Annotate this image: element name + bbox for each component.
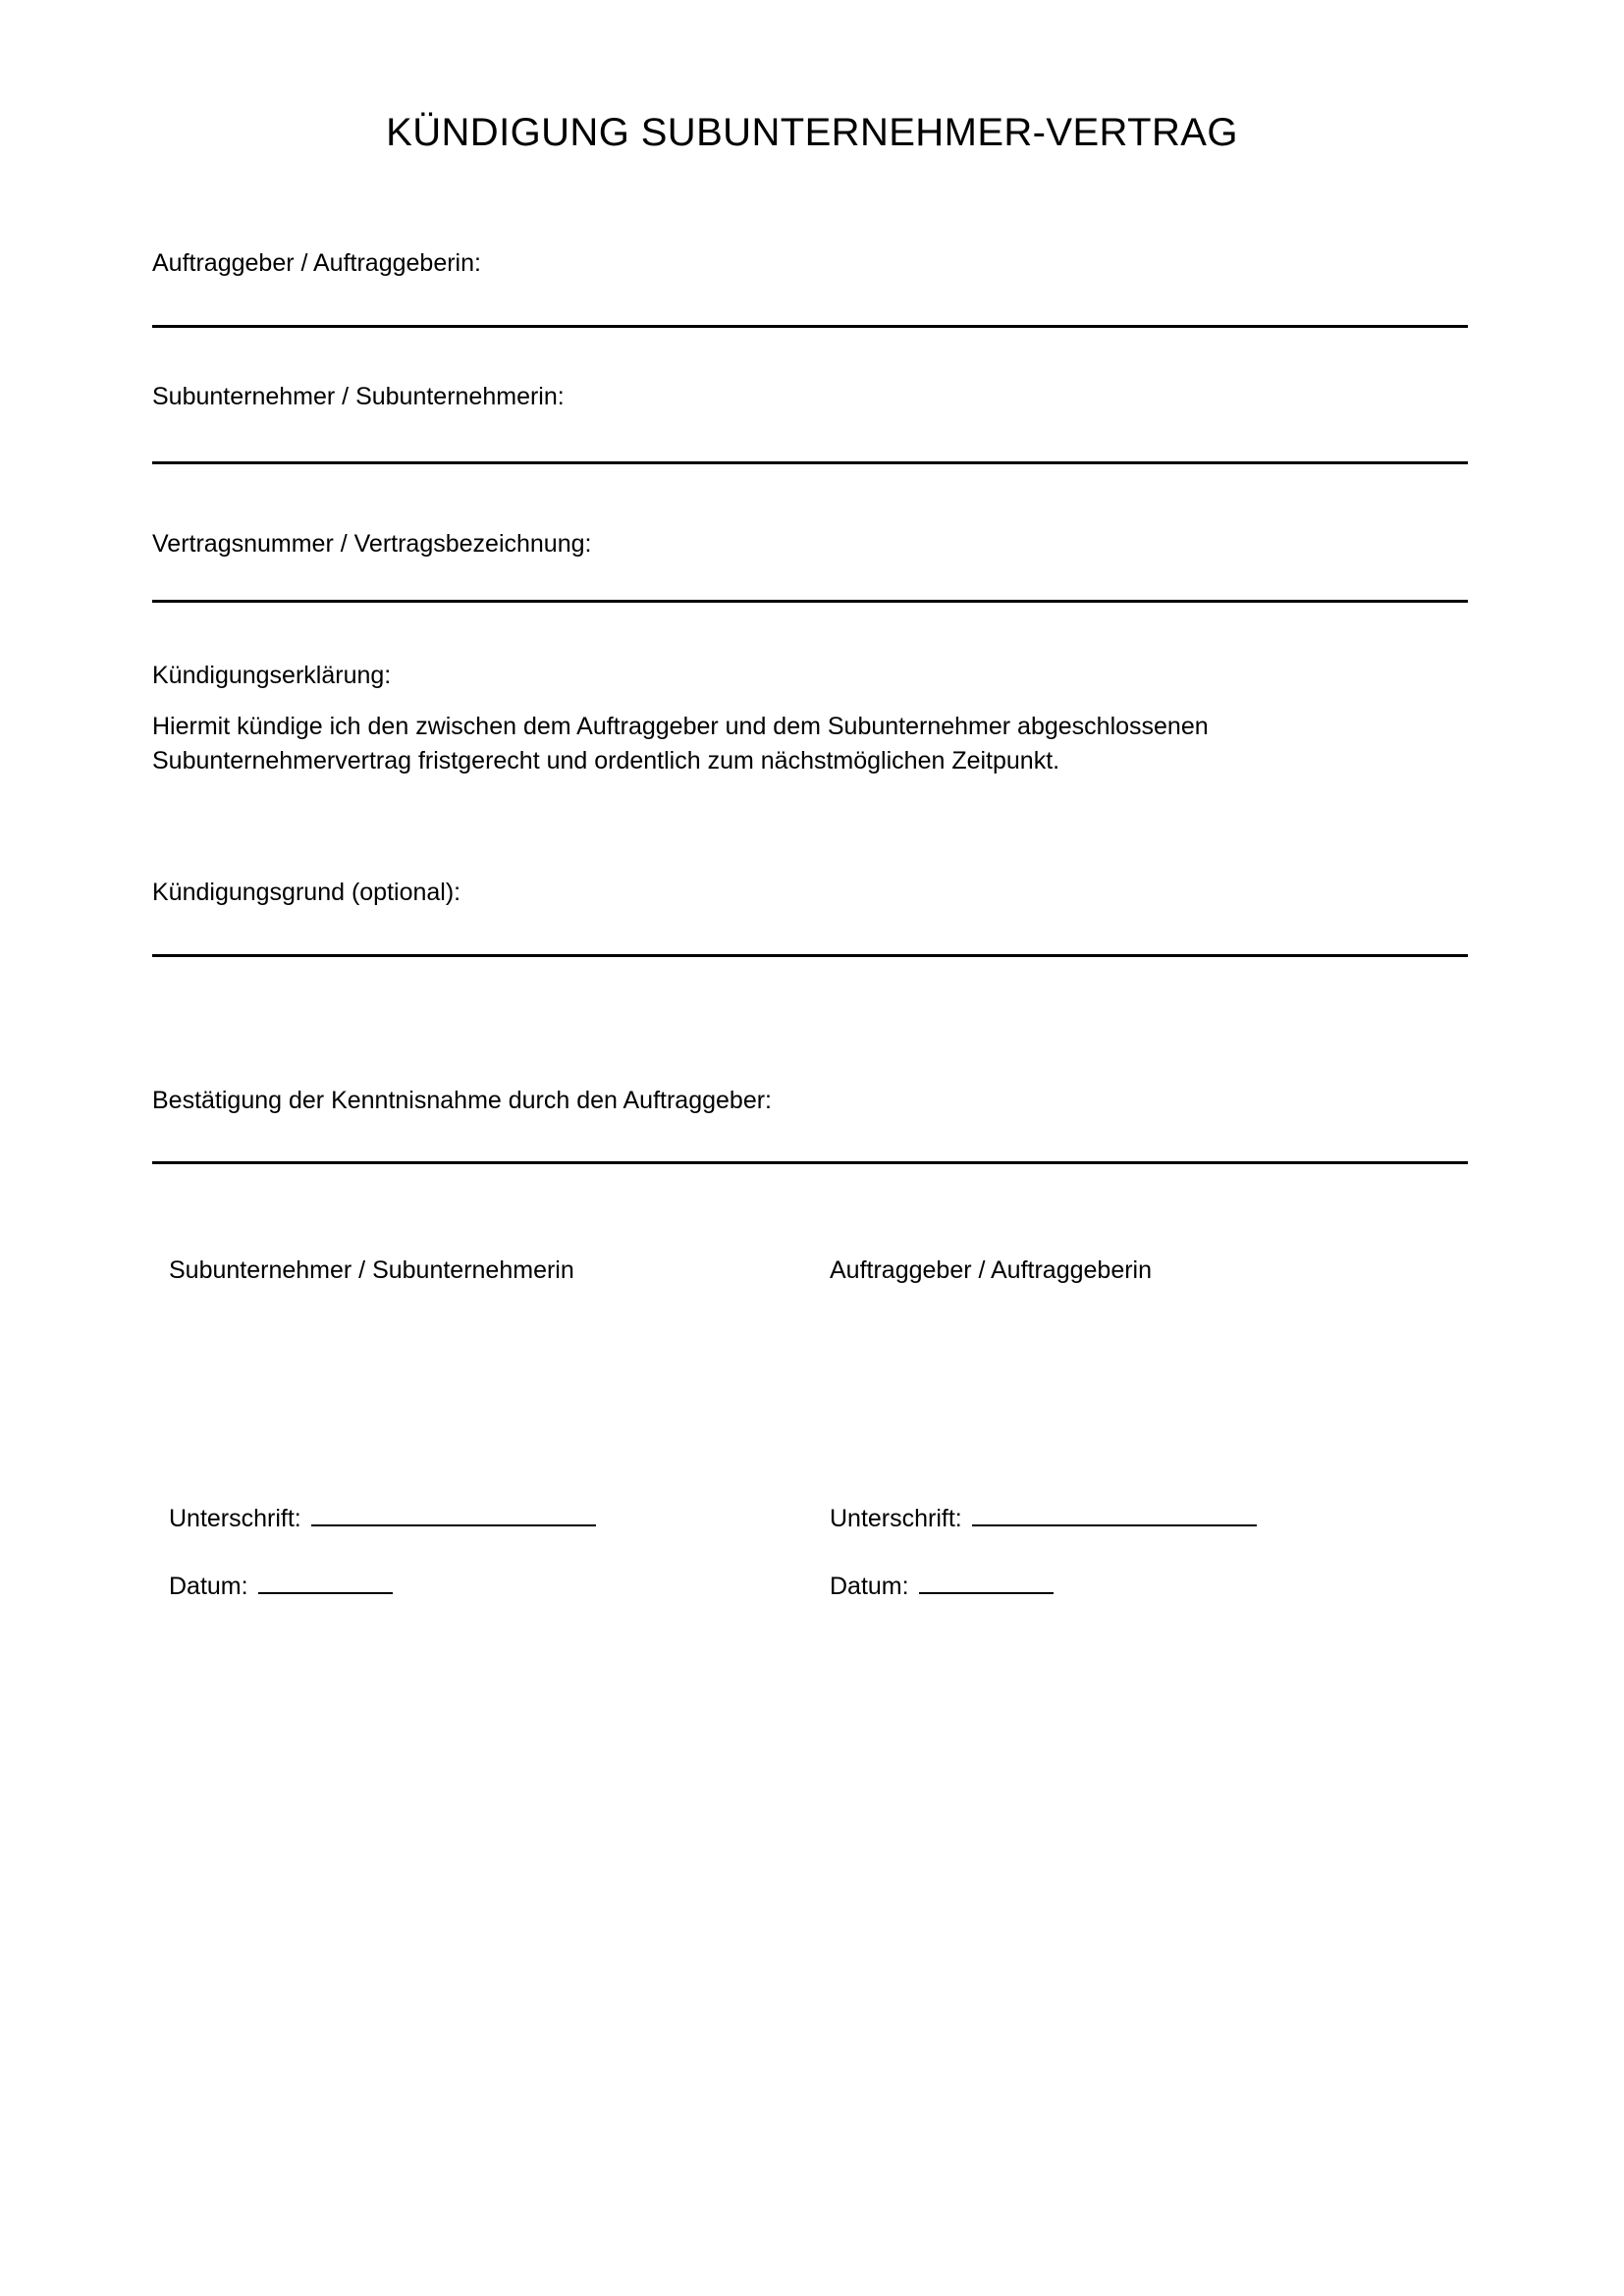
field-vertragsnummer bbox=[152, 528, 1468, 561]
field-kuendigungsgrund-rule[interactable] bbox=[152, 954, 1468, 957]
date-write-line-right[interactable] bbox=[919, 1573, 1054, 1594]
field-subunternehmer-rule[interactable] bbox=[152, 461, 1468, 464]
field-kuendigungsgrund-label: Kündigungsgrund (optional): bbox=[152, 879, 461, 906]
field-auftraggeber-rule[interactable] bbox=[152, 325, 1468, 328]
signature-column-subunternehmer bbox=[169, 1255, 817, 1600]
signature-area bbox=[0, 1255, 1624, 1667]
declaration-heading: Kündigungserklärung: bbox=[152, 662, 392, 689]
field-bestaetigung-label: Bestätigung der Kenntnisnahme durch den Auftraggeber: bbox=[152, 1087, 772, 1114]
field-auftraggeber-label: Auftraggeber / Auftraggeberin: bbox=[152, 249, 481, 277]
field-bestaetigung bbox=[152, 1085, 1468, 1117]
write-line[interactable] bbox=[152, 954, 1468, 957]
field-subunternehmer-label: Subunternehmer / Subunternehmerin: bbox=[152, 383, 565, 410]
field-kuendigungsgrund bbox=[152, 877, 1468, 909]
field-bestaetigung-rule[interactable] bbox=[152, 1161, 1468, 1164]
field-vertragsnummer-label: Vertragsnummer / Vertragsbezeichnung: bbox=[152, 530, 592, 558]
signature-line-right[interactable] bbox=[830, 1503, 1257, 1535]
signature-write-line-right[interactable] bbox=[972, 1505, 1257, 1526]
date-caption-right: Datum: bbox=[830, 1573, 909, 1600]
write-line[interactable] bbox=[152, 600, 1468, 603]
write-line[interactable] bbox=[152, 461, 1468, 464]
date-line-right[interactable] bbox=[830, 1571, 1054, 1603]
write-line[interactable] bbox=[152, 1161, 1468, 1164]
write-line[interactable] bbox=[152, 325, 1468, 328]
field-auftraggeber bbox=[152, 247, 1468, 280]
page-title: KÜNDIGUNG SUBUNTERNEHMER-VERTRAG bbox=[386, 111, 1238, 154]
signature-line-left[interactable] bbox=[169, 1503, 596, 1535]
signature-party-label-left: Subunternehmer / Subunternehmerin bbox=[169, 1256, 574, 1284]
signature-caption-right: Unterschrift: bbox=[830, 1505, 962, 1532]
signature-caption-left: Unterschrift: bbox=[169, 1505, 301, 1532]
signature-party-label-right: Auftraggeber / Auftraggeberin bbox=[830, 1256, 1153, 1284]
signature-write-line-left[interactable] bbox=[311, 1505, 596, 1526]
date-write-line-left[interactable] bbox=[258, 1573, 393, 1594]
declaration-line-2: Subunternehmervertrag fristgerecht und ordentlich zum nächstmöglichen Zeitpunkt. bbox=[152, 747, 1060, 774]
field-subunternehmer bbox=[152, 381, 1468, 413]
field-vertragsnummer-rule[interactable] bbox=[152, 600, 1468, 603]
declaration-section bbox=[152, 660, 1488, 779]
date-caption-left: Datum: bbox=[169, 1573, 248, 1600]
declaration-line-1: Hiermit kündige ich den zwischen dem Auftraggeber und dem Subunternehmer abgeschlossenen bbox=[152, 712, 1209, 740]
date-line-left[interactable] bbox=[169, 1571, 393, 1603]
signature-column-auftraggeber bbox=[830, 1255, 1478, 1600]
